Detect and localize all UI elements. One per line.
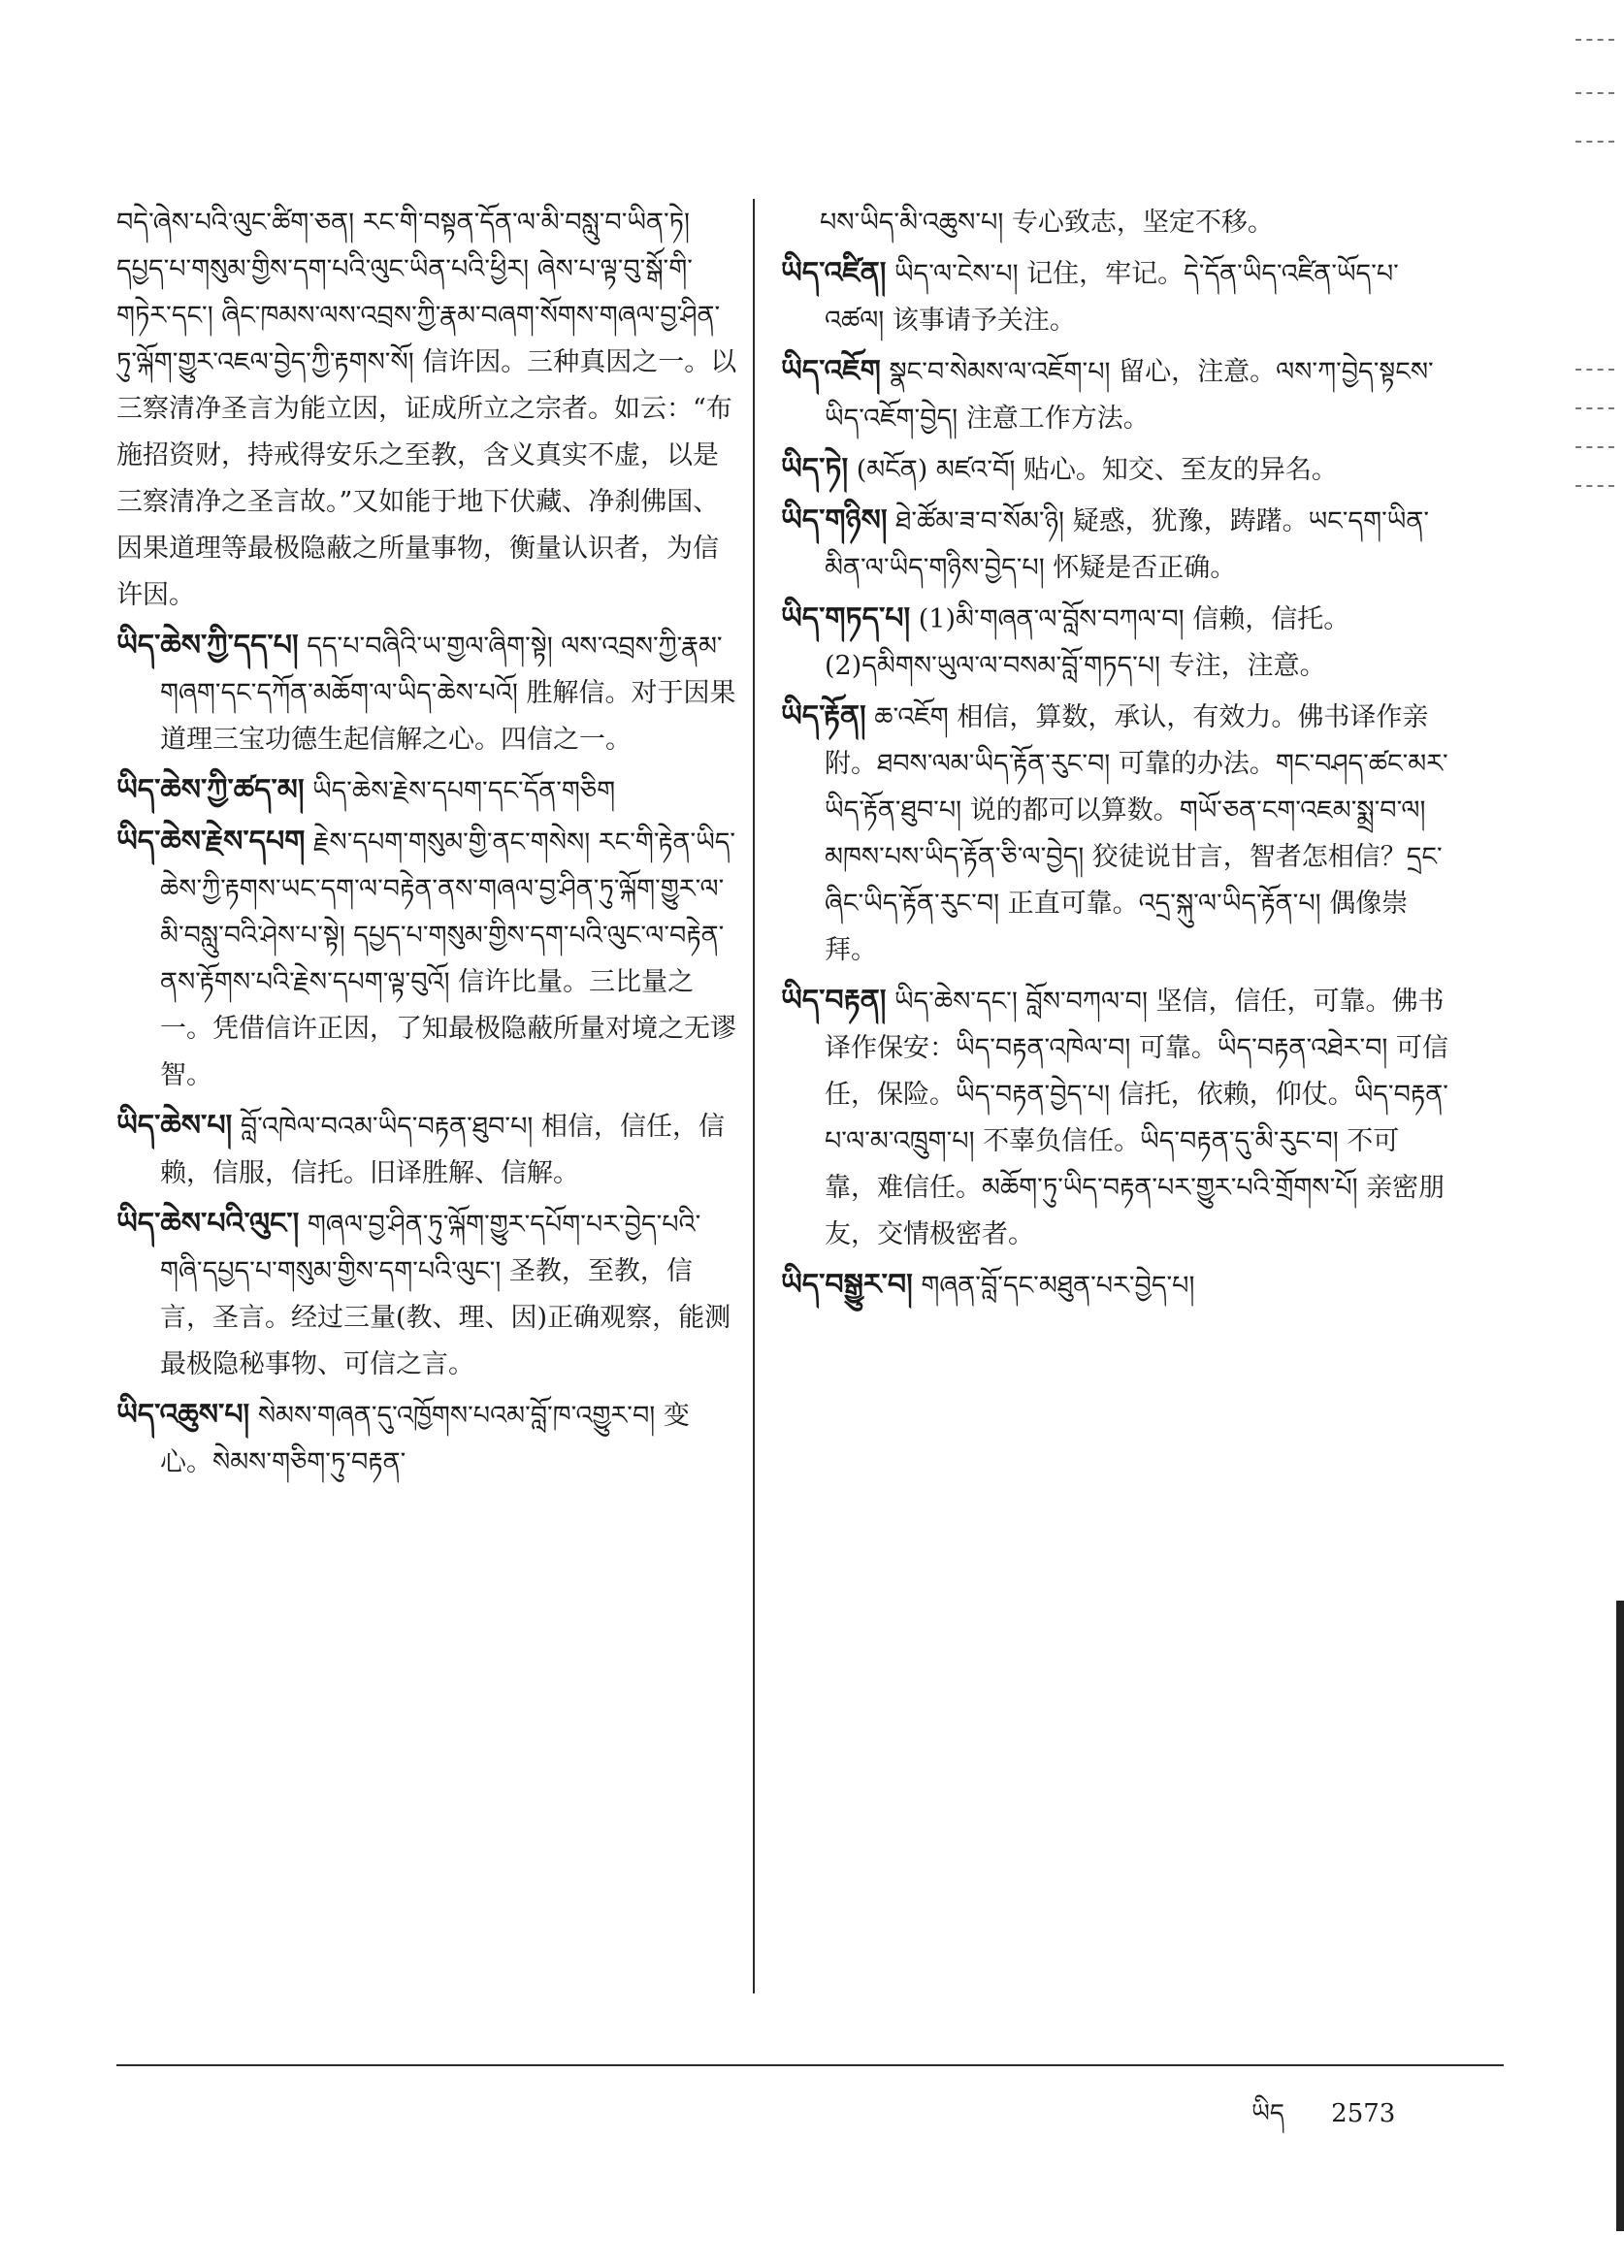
dictionary-entry <box>116 623 737 763</box>
column-divider <box>753 199 755 1993</box>
entry-definition: བདེ་ཞེས་པའི་ལུང་ཚིག་ཅན། རང་གི་བསྟན་དོན་ལ་མི་བསླུ་བ་ཡིན་ཏེ། དཔྱད་པ་གསུམ་གྱིས་དག་པའི་ལུང་ཡིན་པའི་ཕྱིར། ཞེས་པ་ལྟ་བུ་སྒོ་གི་གཏེར་དང་། ཞིང་ཁམས་ལས་འབྲས་ཀྱི་རྣམ་བཞག་སོགས་གཞལ་བྱ་ཤིན་ཏུ་ལྐོག་གྱུར་འཇལ་བྱེད་ཀྱི་རྟགས་སོ། 信许因。三种真因之一。以三察清净圣言为能立因，证成所立之宗者。如云：“布施招资财，持戒得安乐之至教，含义真实不虚，以是三察清净之圣言故。”又如能于地下伏藏、净刹佛国、因果道理等最极隐蔽之所量事物，衡量认识者，为信许因。 <box>116 208 737 610</box>
scan-margin-marks <box>1556 0 1614 776</box>
entry-definition: (མངོན) མཛའ་བོ། 贴心。知交、至友的异名。 <box>856 455 1338 485</box>
entry-definition: གཞན་བློ་དང་མཐུན་པར་བྱེད་པ། <box>921 1271 1195 1301</box>
entry-definition: ཆ་འཇོག 相信，算数，承认，有效力。佛书译作亲附。ཐབས་ལམ་ཡིད་རྟོན་རུང་བ། 可靠的办法。གང་བཤད་ཚང་མར་ཡིད་རྟོན་ཐུབ་པ། 说的都可以算数。གཡོ་ཅན་ངག་འཇམ་སྨྲ་བ་ལ། མཁས་པས་ཡིད་རྟོན་ཅི་ལ་བྱེད། 狡徒说甘言，智者怎相信？དྲང་ཞིང་ཡིད་རྟོན་རུང་བ། 正直可靠。འདྲ་སྐུ་ལ་ཡིད་རྟོན་པ། 偶像崇拜。 <box>825 702 1448 965</box>
dictionary-entry <box>116 819 737 1099</box>
dictionary-entry <box>781 446 1450 494</box>
dictionary-entry <box>781 694 1450 974</box>
entry-headword: ཡིད་ཏེ། <box>781 452 849 486</box>
dictionary-entry <box>781 348 1450 442</box>
dictionary-entry <box>116 1392 737 1486</box>
entry-headword: ཡིད་གཏད་པ། <box>781 601 911 635</box>
dictionary-entry <box>116 199 737 619</box>
left-column <box>116 199 737 1490</box>
dictionary-entry <box>781 1262 1450 1310</box>
page-footer <box>1251 2086 1395 2156</box>
entry-headword: ཡིད་འཇོག <box>781 354 881 388</box>
entry-headword: ཡིད་ཆེས་ཀྱི་ཚད་མ། <box>116 773 305 807</box>
entry-headword: ཡིད་ཆེས་ཀྱི་དད་པ། <box>116 629 299 663</box>
running-head: ཡིད <box>1251 2099 1284 2128</box>
entry-headword: ཡིད་འཛིན། <box>781 256 887 290</box>
entry-headword: ཡིད་འཆུས་པ། <box>116 1398 250 1432</box>
footer-rule <box>116 2064 1504 2066</box>
right-column <box>781 199 1450 1313</box>
entry-headword: ཡིད་བསྒྱུར་བ། <box>781 1268 913 1302</box>
dictionary-entry <box>781 498 1450 592</box>
entry-definition: (1)མི་གཞན་ལ་བློས་བཀལ་བ། 信赖，信托。(2)དམིགས་ཡུལ་ལ་བསམ་བློ་གཏད་པ། 专注，注意。 <box>825 604 1350 681</box>
entry-definition: གཞལ་བྱ་ཤིན་ཏུ་ལྐོག་གྱུར་དཔོག་པར་བྱེད་པའི་གཞི་དཔྱད་པ་གསུམ་གྱིས་དག་པའི་ལུང་། 圣教，至教，信言，圣言。经过三量(教、理、因)正确观察，能测最极隐秘事物、可信之言。 <box>160 1210 731 1379</box>
entry-definition: དད་པ་བཞིའི་ཡ་གྱལ་ཞིག་སྟེ། ལས་འབྲས་ཀྱི་རྣམ་གཞག་དང་དཀོན་མཆོག་ལ་ཡིད་ཆེས་པའོ། 胜解信。对于因果道理三宝功德生起信解之心。四信之一。 <box>160 632 736 755</box>
entry-headword: ཡིད་རྟོན། <box>781 699 866 733</box>
entry-headword: ཡིད་བརྟན། <box>781 984 887 1018</box>
entry-headword: ཡིད་ཆེས་པ། <box>116 1109 233 1143</box>
entry-definition: སྣང་བ་སེམས་ལ་འཇོག་པ། 留心，注意。ལས་ཀ་བྱེད་སྟངས་ཡིད་འཇོག་བྱེད། 注意工作方法。 <box>825 357 1434 434</box>
entry-definition: ཐེ་ཚོམ་ཟ་བ་སོམ་ཉི། 疑惑，犹豫，踌躇。ཡང་དག་ཡིན་མིན་ལ་ཡིད་གཉིས་བྱེད་པ། 怀疑是否正确。 <box>825 506 1429 583</box>
dictionary-entry <box>116 1201 737 1388</box>
entry-definition: ཡིད་ཆེས་རྗེས་དཔག་དང་དོན་གཅིག <box>312 776 616 806</box>
dictionary-entry <box>781 978 1450 1258</box>
page-number: 2573 <box>1331 2099 1396 2128</box>
dictionary-entry <box>781 596 1450 690</box>
dictionary-entry <box>116 1103 737 1197</box>
entry-definition: སེམས་གཞན་དུ་འཁྱོགས་པའམ་བློ་ཁ་འགྱུར་བ། 变心。སེམས་གཅིག་ཏུ་བརྟན་ <box>160 1401 690 1477</box>
entry-headword: ཡིད་ཆེས་རྗེས་དཔག <box>116 825 306 859</box>
entry-definition: རྗེས་དཔག་གསུམ་གྱི་ནང་གསེས། རང་གི་རྟེན་ཡིད་ཆེས་ཀྱི་རྟགས་ཡང་དག་ལ་བརྟེན་ནས་གཞལ་བྱ་ཤིན་ཏུ་ལྐོག་གྱུར་ལ་མི་བསླུ་བའི་ཤེས་པ་སྟེ། དཔྱད་པ་གསུམ་གྱིས་དག་པའི་ལུང་ལ་བརྟེན་ནས་རྟོགས་པའི་རྗེས་དཔག་ལྟ་བུའོ། 信许比量。三比量之一。凭借信许正因，了知最极隐蔽所量对境之无谬智。 <box>160 827 736 1090</box>
dictionary-entry <box>781 250 1450 344</box>
dictionary-entry <box>781 199 1450 246</box>
entry-definition: ཡིད་ཆེས་དང་། བློས་བཀལ་བ། 坚信，信任，可靠。佛书译作保安：ཡིད་བརྟན་འཁེལ་བ། 可靠。ཡིད་བརྟན་འཐེར་བ། 可信任，保险。ཡིད་བརྟན་བྱེད་པ། 信托，依赖，仰仗。ཡིད་བརྟན་པ་ལ་མ་འཁྲུག་པ། 不辜负信任。ཡིད་བརྟན་དུ་མི་རུང་བ། 不可靠，难信任。མཆོག་ཏུ་ཡིད་བརྟན་པར་གྱུར་པའི་གྲོགས་པོ། 亲密朋友，交情极密者。 <box>825 987 1448 1249</box>
entry-definition: ཡིད་ལ་ངེས་པ། 记住，牢记。དེ་དོན་ཡིད་འཛིན་ཡོད་པ་འཚལ། 该事请予关注。 <box>825 259 1399 336</box>
entry-headword: ཡིད་གཉིས། <box>781 503 888 537</box>
entry-definition: པས་ཡིད་མི་འཆུས་པ། 专心致志，坚定不移。 <box>820 208 1274 238</box>
entry-headword: ཡིད་ཆེས་པའི་ལུང་། <box>116 1207 300 1241</box>
dictionary-entry <box>116 767 737 815</box>
scan-edge-bar <box>1616 1601 1624 2231</box>
entry-definition: བློ་འཁེལ་བའམ་ཡིད་བརྟན་ཐུབ་པ། 相信，信任，信赖，信服，信托。旧译胜解、信解。 <box>160 1112 725 1188</box>
